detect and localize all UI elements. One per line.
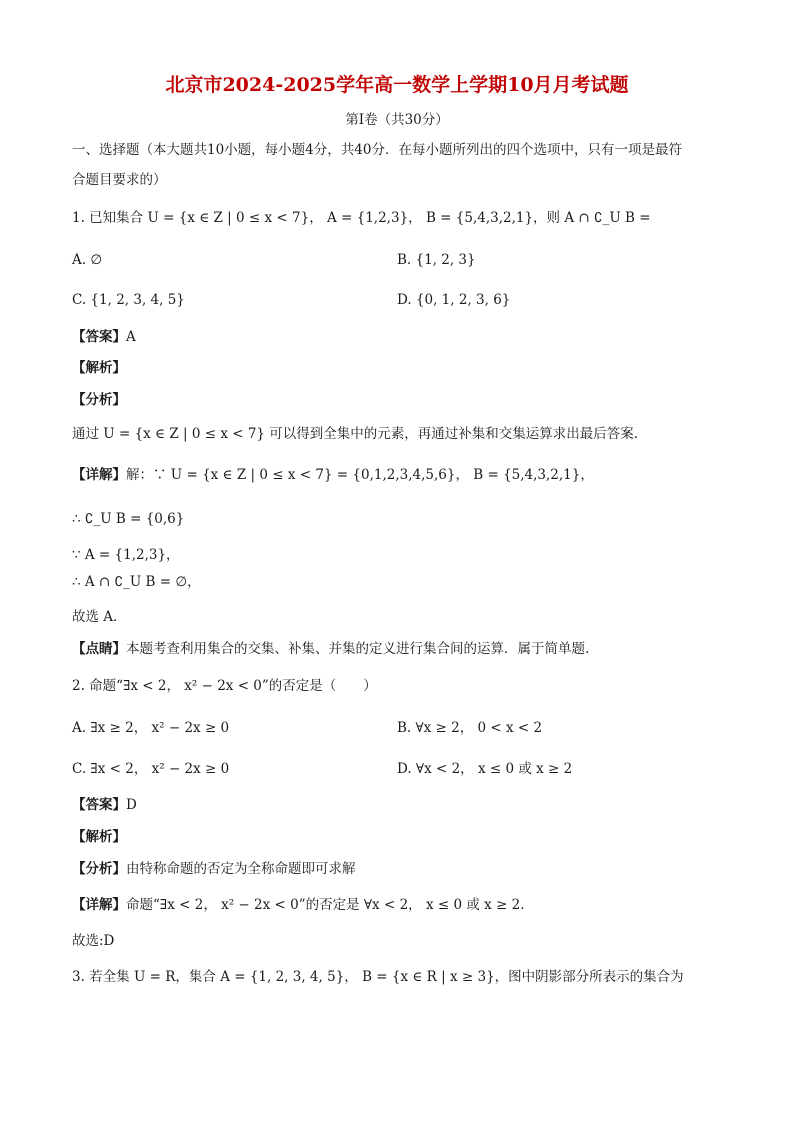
q1-fenxi: 通过 U = {x ∈ Z | 0 ≤ x < 7} 可以得到全集中的元素，再通过补集和交集运算求出最后答案.	[72, 426, 639, 442]
q2-option-d: D. ∀x < 2， x ≤ 0 或 x ≥ 2	[397, 761, 573, 777]
q1-option-d: D. {0, 1, 2, 3, 6}	[397, 292, 511, 308]
page-subtitle: 第Ⅰ卷（共30分）	[345, 112, 449, 128]
q1-option-b: B. {1, 2, 3}	[397, 252, 476, 268]
q1-step3: ∴ A ∩ ∁_U B = ∅，	[72, 574, 201, 590]
q2-answer-row	[72, 796, 137, 814]
q2-option-a: A. ∃x ≥ 2， x² − 2x ≥ 0	[72, 720, 230, 736]
page-title: 北京市2024-2025学年高一数学上学期10月月考试题	[165, 74, 629, 96]
q1-xiangjie-row	[72, 466, 594, 484]
q1-xiangjie: 解：∵ U = {x ∈ Z | 0 ≤ x < 7} = {0,1,2,3,4,5,6}， B = {5,4,3,2,1}，	[126, 467, 594, 483]
q1-option-c: C. {1, 2, 3, 4, 5}	[72, 292, 185, 308]
q3-stem: 3. 若全集 U = R，集合 A = {1, 2, 3, 4, 5}， B = {x ∈ R | x ≥ 3}，图中阴影部分所表示的集合为	[72, 969, 684, 985]
q2-xiangjie-tag: 【详解】	[72, 897, 126, 913]
q1-dianjing: 本题考查利用集合的交集、补集、并集的定义进行集合间的运算．属于简单题.	[126, 641, 590, 657]
q1-dianjing-tag: 【点睛】	[72, 641, 126, 657]
q1-stem: 1. 已知集合 U = {x ∈ Z | 0 ≤ x < 7}， A = {1,2,3}， B = {5,4,3,2,1}，则 A ∩ ∁_U B =	[72, 210, 651, 226]
q2-fenxi: 由特称命题的否定为全称命题即可求解	[126, 861, 356, 877]
q2-answer: D	[126, 797, 137, 813]
section-heading-line2: 合题目要求的）	[72, 172, 167, 188]
q2-fenxi-row	[72, 860, 356, 878]
q1-conclusion: 故选 A．	[72, 609, 127, 625]
q2-answer-tag: 【答案】	[72, 797, 126, 813]
section-heading-line1: 一、选择题（本大题共10小题，每小题4分，共40分．在每小题所列出的四个选项中，只有一项是最符	[72, 142, 682, 158]
q1-option-a: A. ∅	[72, 252, 103, 268]
q1-jiexi-tag: 【解析】	[72, 360, 126, 376]
q2-conclusion: 故选:D	[72, 933, 115, 949]
q2-option-c: C. ∃x < 2， x² − 2x ≥ 0	[72, 761, 230, 777]
q2-jiexi-tag: 【解析】	[72, 829, 126, 845]
q1-answer-row	[72, 328, 136, 346]
q2-fenxi-tag: 【分析】	[72, 861, 126, 877]
q1-dianjing-row	[72, 640, 589, 658]
q2-option-b: B. ∀x ≥ 2， 0 < x < 2	[397, 720, 543, 736]
q1-answer-tag: 【答案】	[72, 329, 126, 345]
q1-xiangjie-tag: 【详解】	[72, 467, 126, 483]
q2-stem: 2. 命题“∃x < 2， x² − 2x < 0”的否定是（ ）	[72, 678, 377, 694]
q1-step1: ∴ ∁_U B = {0,6}	[72, 511, 185, 527]
q2-xiangjie-row	[72, 896, 534, 914]
q2-xiangjie: 命题“∃x < 2， x² − 2x < 0”的否定是 ∀x < 2， x ≤ 0 或 x ≥ 2．	[126, 897, 534, 913]
q1-step2: ∵ A = {1,2,3}，	[72, 547, 180, 563]
q1-answer: A	[126, 329, 136, 345]
q1-fenxi-tag-row	[72, 391, 126, 409]
q1-fenxi-tag: 【分析】	[72, 392, 126, 408]
